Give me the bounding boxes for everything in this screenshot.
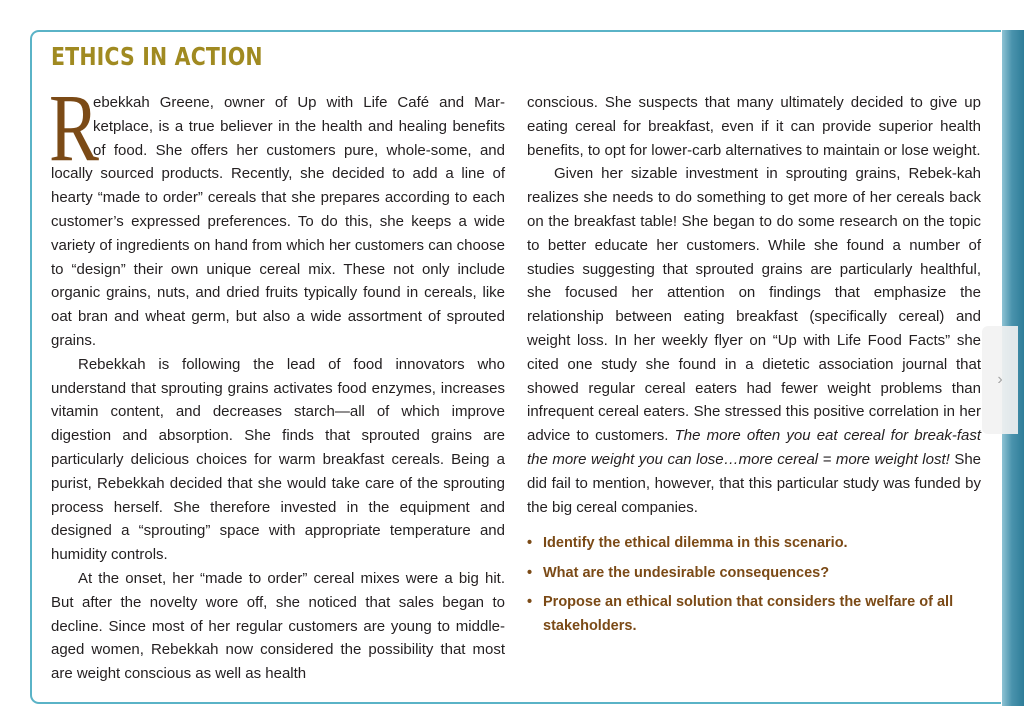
paragraph-1 [49,74,505,353]
question-text: Identify the ethical dilemma in this scenario. [543,535,848,552]
question-item [527,532,981,556]
paragraph-5-italic: The more often you eat cereal for break-fast the more weight you can lose…more cereal = more weight lost! [527,427,981,468]
box-heading: ETHICS IN ACTION [51,42,263,71]
question-text: What are the undesirable consequences? [543,564,830,581]
paragraph-5-text: Given her sizable investment in sprouting grains, Rebek-kah realizes she needs to do something to get more of her cereals back on the breakfast table! She began to do some research on the topic to better educate her customers. While she found a number of studies suggesting that sprouted grains are particularly healthful, she focused her attention on findings that emphasize the relationship between eating breakfast (specifically cereal) and weight loss. In her weekly flyer on “Up with Life Food Facts” she cited one study she found in a dietetic association journal that showed regular cereal eaters had fewer weight problems than infrequent cereal eaters. She stressed this positive correlation in her advice to customers. [527,165,981,445]
paragraph-5-end: She did fail to mention, however, that this particular study was funded by the big cereal companies. [527,450,982,516]
paragraph-2: Rebekkah is following the lead of food innovators who understand that sprouting grains activates food enzymes, increases vitamin content, and decreases starch—all of which improve digestion and absorption. She finds that sprouted grains are particularly delicious choices for warm breakfast cereals. Being a purist, Rebekkah decided that she would take care of the sprouting process herself. She therefore invested in the equipment and designed a “sprouting” space with appropriate temperature and humidity controls. [51,355,505,564]
question-text: Propose an ethical solution that considers the welfare of all stakeholders. [543,594,954,634]
drop-cap: R [49,74,99,181]
question-item [527,562,981,586]
paragraph-3: At the onset, her “made to order” cereal mixes were a big hit. But after the novelty wore off, she noticed that sales began to decline. Since most of her regular customers are young to middle-aged women, Rebekkah now considered the possibility that most are weight conscious as well as health [51,569,505,683]
bullet-icon: • [527,564,533,581]
paragraph-5 [527,162,981,519]
paragraph-1-text: ebekkah Greene, owner of Up with Life Café and Mar-ketplace, is a true believer in the health and healing benefits of food. She offers her customers pure, whole-some, and locally sourced products. Recently, she decided to add a line of hearty “made to order” cereals that she prepares according to each customer’s expressed preferences. To do this, she keeps a wide variety of ingredients on hand from which her customers can choose to “design” their own unique cereal mix. These not only include organic grains, nuts, and dried fruits typically found in cereals, like oat bran and wheat germ, but also a wide assortment of sprouted grains. [51,94,505,349]
question-item [527,591,981,638]
chevron-right-icon: › [997,371,1003,388]
left-column [49,74,505,686]
question-list [527,532,981,638]
bullet-icon: • [527,535,533,552]
paragraph-4: conscious. She suspects that many ultimately decided to give up eating cereal for breakfast, even if it can provide superior health benefits, to opt for lower-carb alternatives to maintain or lose weight. [527,94,981,159]
right-column [527,91,981,644]
next-page-button[interactable] [982,326,1018,434]
bullet-icon: • [527,594,533,611]
